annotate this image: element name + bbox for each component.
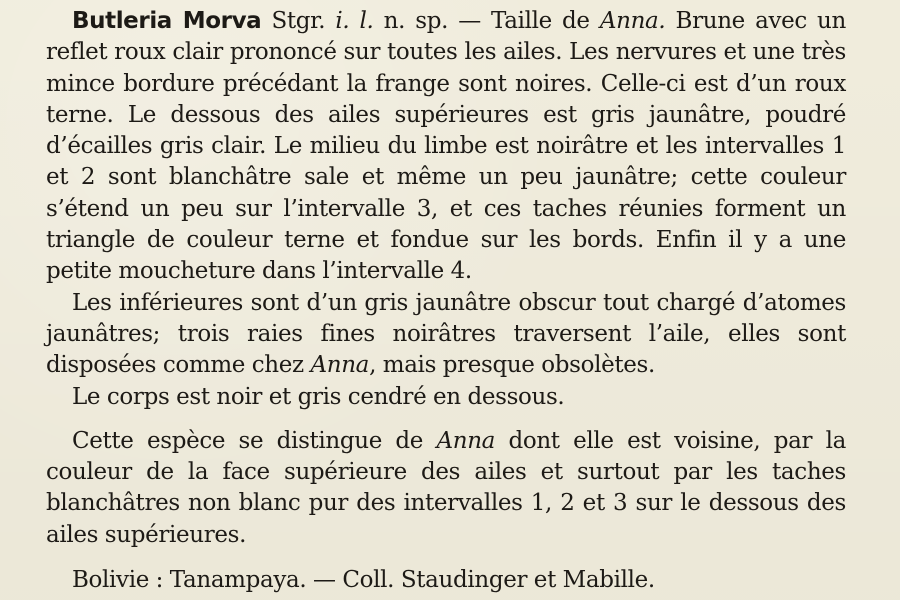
paragraph-1-run-2: Stgr. bbox=[261, 8, 336, 34]
paragraph-gap bbox=[46, 413, 846, 426]
paragraph-2-run-3: , mais presque obsolètes. bbox=[369, 352, 655, 379]
paragraph-4-run-1: Cette espèce se distingue de bbox=[72, 427, 437, 454]
paragraph-gap-2 bbox=[46, 551, 846, 565]
document-text-block bbox=[46, 6, 846, 596]
paragraph-5-run-1: Bolivie : Tanampaya. — Coll. Staudinger et Mabille. bbox=[72, 567, 655, 594]
paragraph-1-run-4: n. sp. — Taille de bbox=[373, 8, 600, 34]
paragraph-comparison bbox=[46, 426, 846, 551]
paragraph-4-run-3: dont elle est voisine, par la couleur de la face supérieure des ailes et surtout par les taches blanchâtres non blanc pur des intervalles 1, 2 et 3 sur le dessous des ailes supérieures. bbox=[46, 427, 846, 548]
paragraph-locality bbox=[46, 565, 846, 596]
paragraph-3-run-1: Le corps est noir et gris cendré en dessous. bbox=[72, 383, 565, 410]
paragraph-4-run-2: Anna bbox=[436, 427, 496, 454]
paragraph-1-run-6: Brune avec un reflet roux clair prononcé sur toutes les ailes. Les nervures et une très mince bordure précédant la frange sont noires. Celle-ci est d’un roux terne. Le dessous des ailes supérieures est gris jaunâtre, poudré d’écailles gris clair. Le milieu du limbe est noirâtre et les intervalles 1 et 2 sont blanchâtre sale et même un peu jaunâtre; cette couleur s’étend un peu sur l’intervalle 3, et ces taches réunies forment un triangle de couleur terne et fondue sur les bords. Enfin il y a une petite moucheture dans l’intervalle 4. bbox=[46, 8, 846, 285]
paragraph-2-run-1: Les inférieures sont d’un gris jaunâtre obscur tout chargé d’atomes jaunâtres; trois raies fines noirâtres traversent l’aile, elles sont disposées comme chez bbox=[46, 289, 846, 379]
species-name: Butleria Morva bbox=[72, 8, 262, 34]
paragraph-inferior-wings bbox=[46, 288, 846, 382]
paragraph-2-run-2: Anna bbox=[310, 352, 370, 379]
paragraph-1-run-5: Anna. bbox=[599, 8, 666, 34]
paragraph-1-run-3: i. l. bbox=[335, 8, 374, 34]
paragraph-species-description bbox=[46, 6, 846, 288]
paragraph-body bbox=[46, 382, 846, 413]
